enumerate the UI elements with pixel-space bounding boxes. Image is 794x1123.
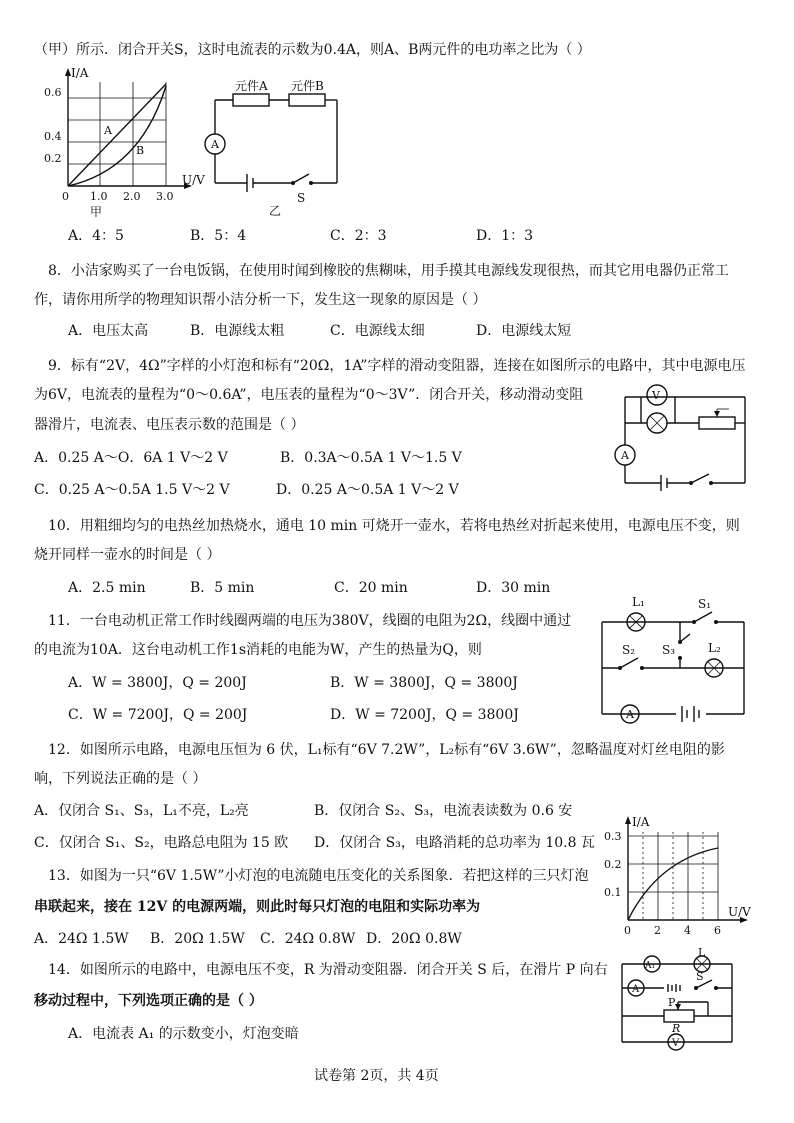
ytick: 0.2 [44, 152, 62, 165]
q8-option-d[interactable]: D．电源线太短 [476, 323, 572, 339]
q11-stem-line1: 11．一台电动机正常工作时线圈两端的电压为380V，线圈的电阻为2Ω，线圈中通过 [48, 613, 572, 629]
q7-option-b[interactable]: B．5：4 [190, 228, 247, 244]
q14-stem-line1: 14．如图所示的电路中，电源电压不变，R 为滑动变阻器．闭合开关 S 后，在滑片 P 向右 [48, 962, 608, 978]
graph-ylabel: I/A [71, 66, 89, 80]
xtick: 4 [684, 924, 691, 937]
q9-option-c[interactable]: C．0.25 A～0.5A 1.5 V～2 V [34, 482, 230, 498]
ytick: 0.1 [604, 886, 622, 899]
q8-stem-line1: 8．小洁家购买了一台电饭锅，在使用时闻到橡胶的焦糊味，用手摸其电源线发现很热，而其它用电器仍正常工 [48, 263, 729, 279]
element-b-label: 元件B [291, 79, 324, 93]
page-footer: 试卷第 2页，共 4页 [314, 1068, 439, 1084]
xtick: 2.0 [123, 190, 141, 203]
voltmeter-symbol: V [672, 1038, 680, 1049]
xtick: 3.0 [156, 190, 174, 203]
xtick: 0 [624, 924, 631, 937]
q10-option-b[interactable]: B．5 min [190, 580, 255, 596]
q10-stem-line2: 烧开同样一壶水的时间是（ ） [34, 547, 221, 563]
q14-option-a[interactable]: A．电流表 A₁ 的示数变小，灯泡变暗 [68, 1026, 299, 1042]
q11-option-a[interactable]: A．W = 3800J，Q = 200J [68, 675, 247, 691]
lamp-l1-label: L₁ [632, 595, 645, 609]
element-a-label: 元件A [235, 79, 268, 93]
q9-option-a[interactable]: A．0.25 A～O．6A 1 V～2 V [34, 450, 228, 466]
xtick: 0 [62, 190, 69, 203]
curve-a-label: A [104, 124, 112, 137]
xtick: 6 [714, 924, 721, 937]
q13-option-a[interactable]: A．24Ω 1.5W [34, 931, 129, 947]
ammeter-symbol: A [621, 449, 629, 462]
switch-s3-label: S₃ [662, 643, 676, 657]
q8-option-c[interactable]: C．电源线太细 [330, 323, 425, 339]
q13-option-d[interactable]: D．20Ω 0.8W [366, 931, 462, 947]
iu-graph-jia [40, 62, 205, 222]
q12-stem-line2: 响，下列说法正确的是（ ） [34, 771, 207, 787]
circuit-caption: 乙 [269, 204, 282, 218]
q13-option-b[interactable]: B．20Ω 1.5W [150, 931, 245, 947]
ammeter-symbol: A [211, 138, 219, 151]
switch-label: S [696, 970, 704, 983]
q12-option-b[interactable]: B．仅闭合 S₂、S₃，电流表读数为 0.6 安 [314, 803, 573, 819]
switch-label: S [297, 191, 306, 205]
question-7-stem: （甲）所示．闭合开关S，这时电流表的示数为0.4A，则A、B两元件的电功率之比为（ ） [34, 42, 591, 58]
q9-stem-line2: 为6V，电流表的量程为“0～0.6A”，电压表的量程为“0～3V”．闭合开关，移动滑动变阻 [34, 387, 584, 403]
q9-stem-line3: 器滑片，电流表、电压表示数的范围是（ ） [34, 417, 305, 433]
q9-option-d[interactable]: D．0.25 A～0.5A 1 V～2 V [276, 482, 459, 498]
q10-stem-line1: 10．用粗细均匀的电热丝加热烧水，通电 10 min 可烧开一壶水，若将电热丝对折起来使用，电源电压不变，则 [48, 518, 740, 534]
q10-option-a[interactable]: A．2.5 min [68, 580, 146, 596]
q13-iu-graph [600, 812, 760, 940]
ytick: 0.2 [604, 858, 622, 871]
curve-a-line [68, 84, 166, 186]
ytick: 0.3 [604, 830, 622, 843]
q10-option-d[interactable]: D．30 min [476, 580, 551, 596]
q7-option-a[interactable]: A．4：5 [68, 228, 124, 244]
ytick: 0.4 [44, 130, 62, 143]
q11-circuit [596, 590, 756, 730]
q12-option-d[interactable]: D．仅闭合 S₃，电路消耗的总功率为 10.8 瓦 [314, 835, 595, 851]
graph-caption: 甲 [90, 205, 103, 219]
q12-stem-line1: 12．如图所示电路，电源电压恒为 6 伏，L₁标有“6V 7.2W”，L₂标有“6V 3.6W”，忽略温度对灯丝电阻的影 [48, 742, 725, 758]
slider-label: P [668, 996, 676, 1009]
q13-stem-line2: 串联起来，接在 12V 的电源两端，则此时每只灯泡的电阻和实际功率为 [34, 899, 481, 915]
q12-option-a[interactable]: A．仅闭合 S₁、S₃，L₁不亮，L₂亮 [34, 803, 249, 819]
q9-circuit [605, 383, 755, 493]
ammeter-a1-symbol: A₁ [645, 961, 656, 971]
q8-stem-line2: 作，请你用所学的物理知识帮小洁分析一下，发生这一现象的原因是（ ） [34, 292, 487, 308]
graph-ylabel: I/A [632, 815, 650, 829]
q9-stem-line1: 9．标有“2V，4Ω”字样的小灯泡和标有“20Ω，1A”字样的滑动变阻器，连接在如图所示的电路中，其中电源电压 [48, 358, 746, 374]
ammeter-symbol: A [626, 708, 634, 721]
xtick: 1.0 [90, 190, 108, 203]
lamp-l2-label: L₂ [708, 641, 721, 655]
q10-option-c[interactable]: C．20 min [334, 580, 408, 596]
q11-option-c[interactable]: C．W = 7200J，Q = 200J [68, 707, 248, 723]
graph-xlabel: U/V [182, 173, 205, 187]
q11-option-b[interactable]: B．W = 3800J，Q = 3800J [330, 675, 518, 691]
q11-option-d[interactable]: D．W = 7200J，Q = 3800J [330, 707, 519, 723]
q9-option-b[interactable]: B．0.3A～0.5A 1 V～1.5 V [280, 450, 462, 466]
q8-option-a[interactable]: A．电压太高 [68, 323, 149, 339]
rheostat-label: R [672, 1022, 681, 1035]
circuit-yi [205, 78, 345, 218]
q12-option-c[interactable]: C．仅闭合 S₁、S₂，电路总电阻为 15 欧 [34, 835, 289, 851]
q7-option-d[interactable]: D．1：3 [476, 228, 534, 244]
ytick: 0.6 [44, 86, 62, 99]
q13-stem-line1: 13．如图为一只“6V 1.5W”小灯泡的电流随电压变化的关系图象．若把这样的三只灯泡 [48, 868, 589, 884]
curve-b-label: B [136, 144, 145, 157]
switch-s2-label: S₂ [622, 643, 636, 657]
lamp-label: L [698, 946, 706, 959]
q13-option-c[interactable]: C．24Ω 0.8W [260, 931, 356, 947]
xtick: 2 [654, 924, 661, 937]
q11-stem-line2: 的电流为10A．这台电动机工作1s消耗的电能为W，产生的热量为Q，则 [34, 642, 482, 658]
q7-option-c[interactable]: C．2：3 [330, 228, 387, 244]
ammeter-a-symbol: A [632, 984, 640, 995]
switch-s1-label: S₁ [698, 597, 712, 611]
graph-xlabel: U/V [728, 905, 751, 919]
q8-option-b[interactable]: B．电源线太粗 [190, 323, 285, 339]
q14-stem-line2: 移动过程中，下列选项正确的是（ ） [34, 993, 263, 1009]
voltmeter-symbol: V [652, 389, 660, 402]
q14-circuit [612, 946, 762, 1054]
